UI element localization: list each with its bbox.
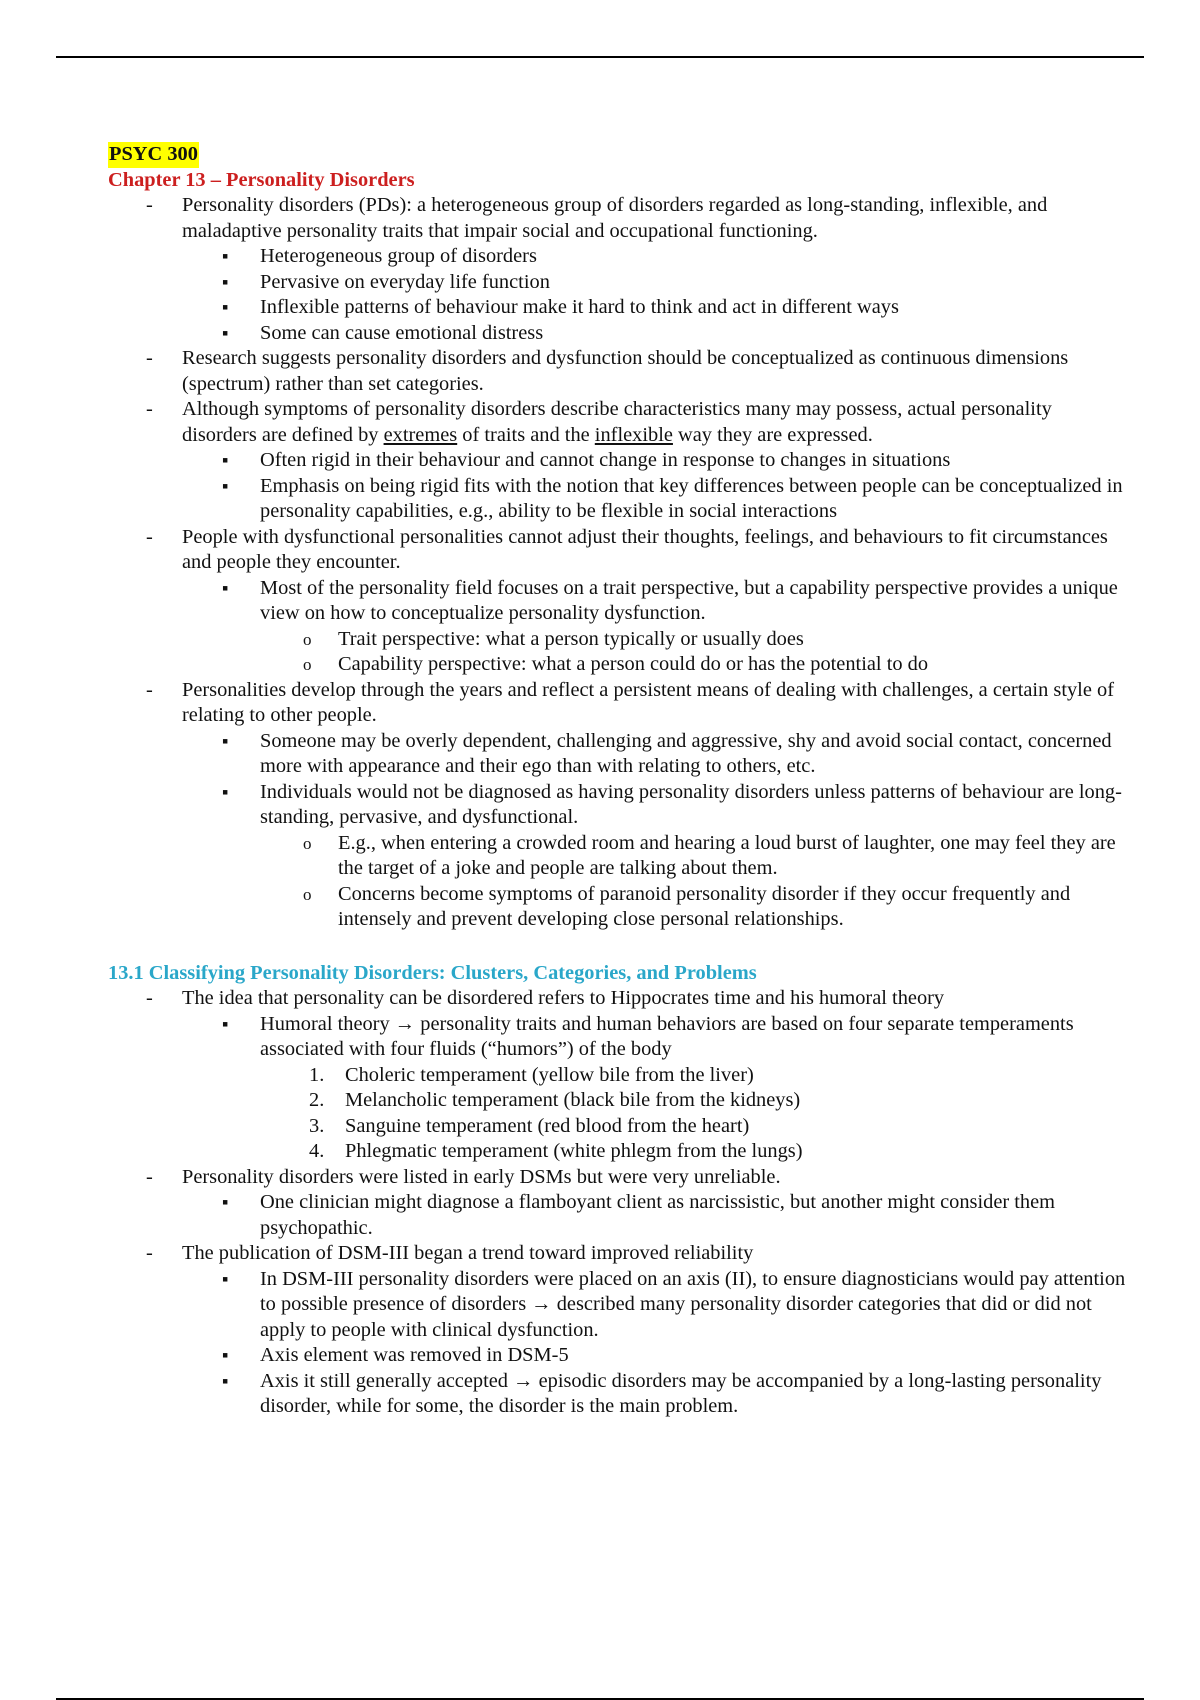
list-number: 1. — [309, 1063, 325, 1086]
list-item-text: Phlegmatic temperament (white phlegm from the lungs) — [345, 1140, 803, 1162]
list-item: - Personality disorders were listed in early DSMs but were very unreliable. — [108, 1165, 1128, 1191]
list-item-text: of traits and the — [457, 423, 595, 446]
list-item — [108, 397, 1128, 448]
list-item: o Concerns become symptoms of paranoid personality disorder if they occur frequently and intensely and prevent developing close personal relationships. — [108, 882, 1128, 933]
list-item: - Research suggests personality disorders and dysfunction should be conceptualized as continuous dimensions (spectrum) rather than set categories. — [108, 346, 1128, 397]
list-item: o Capability perspective: what a person could do or has the potential to do — [108, 652, 1128, 678]
list-item: ▪ Someone may be overly dependent, challenging and aggressive, shy and avoid social contact, concerned more with appearance and their ego than with relating to others, etc. — [108, 729, 1128, 780]
list-item — [108, 1139, 1128, 1165]
list-item: ▪ Emphasis on being rigid fits with the notion that key differences between people can be conceptualized in personality capabilities, e.g., ability to be flexible in social interactions — [108, 474, 1128, 525]
list-item — [108, 1088, 1128, 1114]
list-item: ▪ Some can cause emotional distress — [108, 321, 1128, 347]
list-item: ▪ Axis element was removed in DSM-5 — [108, 1343, 1128, 1369]
list-item: ▪ Pervasive on everyday life function — [108, 270, 1128, 296]
list-item-text: Melancholic temperament (black bile from the kidneys) — [345, 1089, 801, 1111]
list-item: - Personality disorders (PDs): a heterogeneous group of disorders regarded as long-standing, inflexible, and maladaptive personality traits that impair social and occupational functioning. — [108, 193, 1128, 244]
list-item: ▪ Axis it still generally accepted → episodic disorders may be accompanied by a long-lasting personality disorder, while for some, the disorder is the main problem. — [108, 1369, 1128, 1420]
list-item: ▪ Heterogeneous group of disorders — [108, 244, 1128, 270]
underlined-term: extremes — [383, 423, 458, 446]
section-list — [108, 986, 1128, 1420]
list-item: ▪ Often rigid in their behaviour and cannot change in response to changes in situations — [108, 448, 1128, 474]
chapter-title: Chapter 13 – Personality Disorders — [108, 168, 415, 191]
list-item: ▪ In DSM-III personality disorders were placed on an axis (II), to ensure diagnosticians would pay attention to possible presence of disorders → described many personality disorder categories that did or did not apply to people with clinical dysfunction. — [108, 1267, 1128, 1344]
header-rule — [56, 56, 1144, 58]
list-item: o Trait perspective: what a person typically or usually does — [108, 627, 1128, 653]
list-number: 2. — [309, 1089, 325, 1111]
section-heading: 13.1 Classifying Personality Disorders: Clusters, Categories, and Problems — [108, 961, 757, 984]
intro-list — [108, 193, 1128, 933]
list-item-text: Although symptoms of personality disorders describe characteristics many may possess, actual personality disorders are defined by — [182, 398, 1052, 446]
list-number: 4. — [309, 1140, 325, 1162]
list-item: - The idea that personality can be disordered refers to Hippocrates time and his humoral theory — [108, 986, 1128, 1012]
list-item: o E.g., when entering a crowded room and hearing a loud burst of laughter, one may feel they are the target of a joke and people are talking about them. — [108, 831, 1128, 882]
underlined-term: inflexible — [594, 423, 673, 446]
list-item: - People with dysfunctional personalities cannot adjust their thoughts, feelings, and behaviours to fit circumstances and people they encounter. — [108, 525, 1128, 576]
list-item: - Personalities develop through the years and reflect a persistent means of dealing with challenges, a certain style of relating to other people. — [108, 678, 1128, 729]
list-item-text: Sanguine temperament (red blood from the heart) — [345, 1114, 750, 1137]
course-code: PSYC 300 — [108, 142, 199, 168]
document-body — [108, 142, 1128, 1420]
list-item: ▪ One clinician might diagnose a flamboyant client as narcissistic, but another might consider them psychopathic. — [108, 1190, 1128, 1241]
list-item: ▪ Most of the personality field focuses on a trait perspective, but a capability perspective provides a unique view on how to conceptualize personality dysfunction. — [108, 576, 1128, 627]
list-item: ▪ Individuals would not be diagnosed as having personality disorders unless patterns of behaviour are long-standing, pervasive, and dysfunctional. — [108, 780, 1128, 831]
list-item-text: Choleric temperament (yellow bile from the liver) — [345, 1063, 754, 1086]
list-item-text: way they are expressed. — [672, 423, 873, 446]
list-item: ▪ Inflexible patterns of behaviour make it hard to think and act in different ways — [108, 295, 1128, 321]
list-item — [108, 1063, 1128, 1089]
list-item — [108, 1114, 1128, 1140]
list-item: ▪ Humoral theory → personality traits and human behaviors are based on four separate temperaments associated with four fluids (“humors”) of the body — [108, 1012, 1128, 1063]
list-number: 3. — [309, 1114, 325, 1137]
list-item: - The publication of DSM-III began a trend toward improved reliability — [108, 1241, 1128, 1267]
